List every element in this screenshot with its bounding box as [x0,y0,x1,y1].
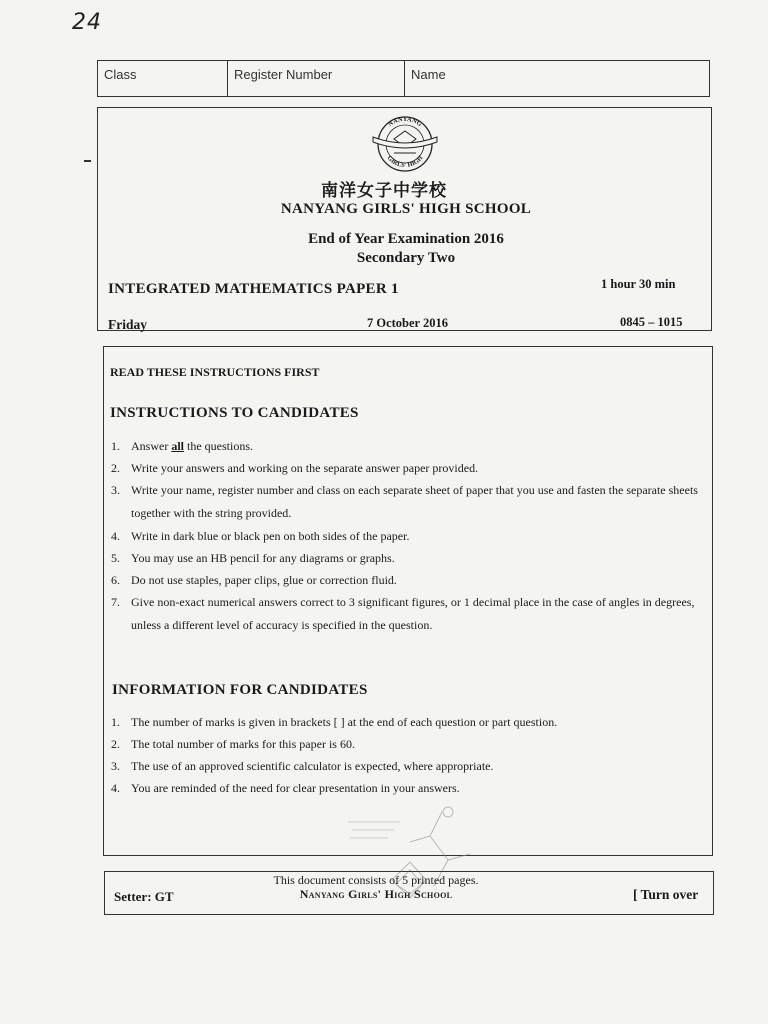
instructions-title: INSTRUCTIONS TO CANDIDATES [110,405,359,421]
crest-top-text: NANYANG [387,115,423,128]
information-title: INFORMATION FOR CANDIDATES [112,682,368,698]
exam-time: 0845 – 1015 [620,315,683,329]
candidate-id-table [97,60,710,97]
instruction-item: 1. Answer all the questions. [111,439,253,453]
exam-level: Secondary Two [356,250,456,266]
exam-date: 7 October 2016 [367,316,449,330]
class-field[interactable] [98,61,228,96]
emphasis-all: all [171,439,184,453]
register-number-label: Register Number [234,67,333,82]
name-field[interactable] [405,61,709,96]
information-item: 2. The total number of marks for this paper is 60. [111,737,355,751]
information-list [111,711,711,799]
register-number-field[interactable] [228,61,405,96]
instruction-item: 2. Write your answers and working on the separate answer paper provided. [111,461,479,475]
school-name-chinese: 南洋女子中学校 [321,181,447,201]
instruction-item: 5. You may use an HB pencil for any diagrams or graphs. [111,551,395,565]
exam-title: End of Year Examination 2016 [308,231,504,247]
information-item: 3. The use of an approved scientific calculator is expected, where appropriate. [111,759,494,773]
information-item: 4. You are reminded of the need for clear presentation in your answers. [111,781,460,795]
paper-title: INTEGRATED MATHEMATICS PAPER 1 [108,281,399,297]
name-label: Name [411,67,446,82]
footer-school-name: Nanyang Girls' High School [299,887,453,901]
exam-day: Friday [108,317,147,332]
instruction-item: 4. Write in dark blue or black pen on both sides of the paper. [111,529,410,543]
school-name: NANYANG GIRLS' HIGH SCHOOL [280,201,532,217]
instruction-item: 6. Do not use staples, paper clips, glue or correction fluid. [111,573,397,587]
setter-label: Setter: GT [114,889,174,904]
instruction-item: 3. Write your name, register number and class on each separate sheet of paper that you use and fasten the separate sheets together with the string provided. [111,483,698,520]
exam-duration: 1 hour 30 min [601,277,676,291]
information-item: 1. The number of marks is given in brackets [ ] at the end of each question or part question. [111,715,558,729]
class-label: Class [104,67,137,82]
instruction-item: 7. Give non-exact numerical answers correct to 3 significant figures, or 1 decimal place in the case of angles in degrees, unless a different level of accuracy is specified in the question. [111,595,695,632]
handwritten-page-number: 24 [72,10,102,35]
margin-mark [84,160,91,162]
svg-text:NANYANG [387,116,423,128]
turn-over-label: [ Turn over [633,887,699,902]
read-instructions-heading: READ THESE INSTRUCTIONS FIRST [110,365,320,379]
crest-bottom-text: GIRLS' HIGH [385,154,425,170]
page-count-note: This document consists of 5 printed pages. [273,873,479,887]
instructions-list [111,435,711,637]
school-crest-icon [370,113,440,175]
